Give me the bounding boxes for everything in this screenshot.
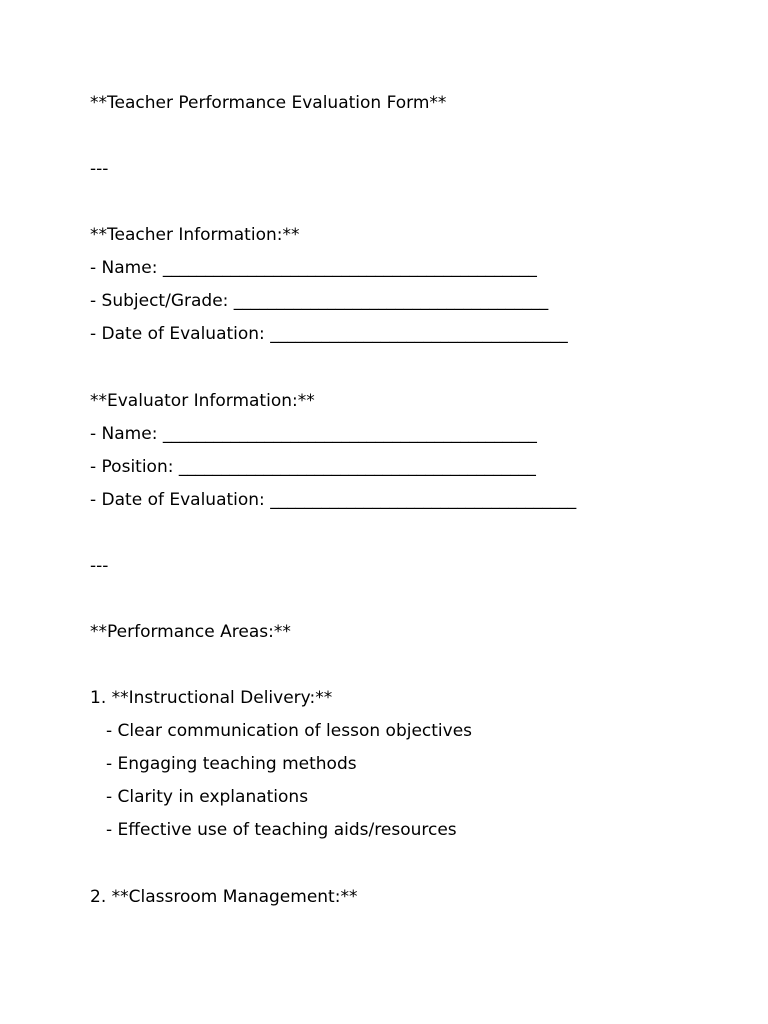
evaluator-info-heading: **Evaluator Information:** (90, 391, 315, 411)
separator: --- (90, 556, 109, 576)
evaluator-position-field: - Position: __________________________________________ (90, 457, 536, 477)
form-title: **Teacher Performance Evaluation Form** (90, 93, 447, 113)
area-instructional-delivery-title: 1. **Instructional Delivery:** (90, 688, 333, 708)
separator: --- (90, 159, 109, 179)
list-item: - Clear communication of lesson objectives (106, 721, 473, 741)
area-classroom-management-title: 2. **Classroom Management:** (90, 887, 358, 907)
list-item: - Clarity in explanations (106, 787, 309, 807)
teacher-subject-grade-field: - Subject/Grade: _____________________________________ (90, 291, 549, 311)
performance-areas-heading: **Performance Areas:** (90, 622, 291, 642)
list-item: - Effective use of teaching aids/resources (106, 820, 457, 840)
evaluator-evaluation-date-field: - Date of Evaluation: ____________________________________ (90, 490, 577, 510)
evaluator-name-field: - Name: ____________________________________________ (90, 424, 537, 444)
teacher-info-heading: **Teacher Information:** (90, 225, 300, 245)
teacher-evaluation-date-field: - Date of Evaluation: ___________________________________ (90, 324, 568, 344)
list-item: - Engaging teaching methods (106, 754, 357, 774)
teacher-name-field: - Name: ____________________________________________ (90, 258, 537, 278)
